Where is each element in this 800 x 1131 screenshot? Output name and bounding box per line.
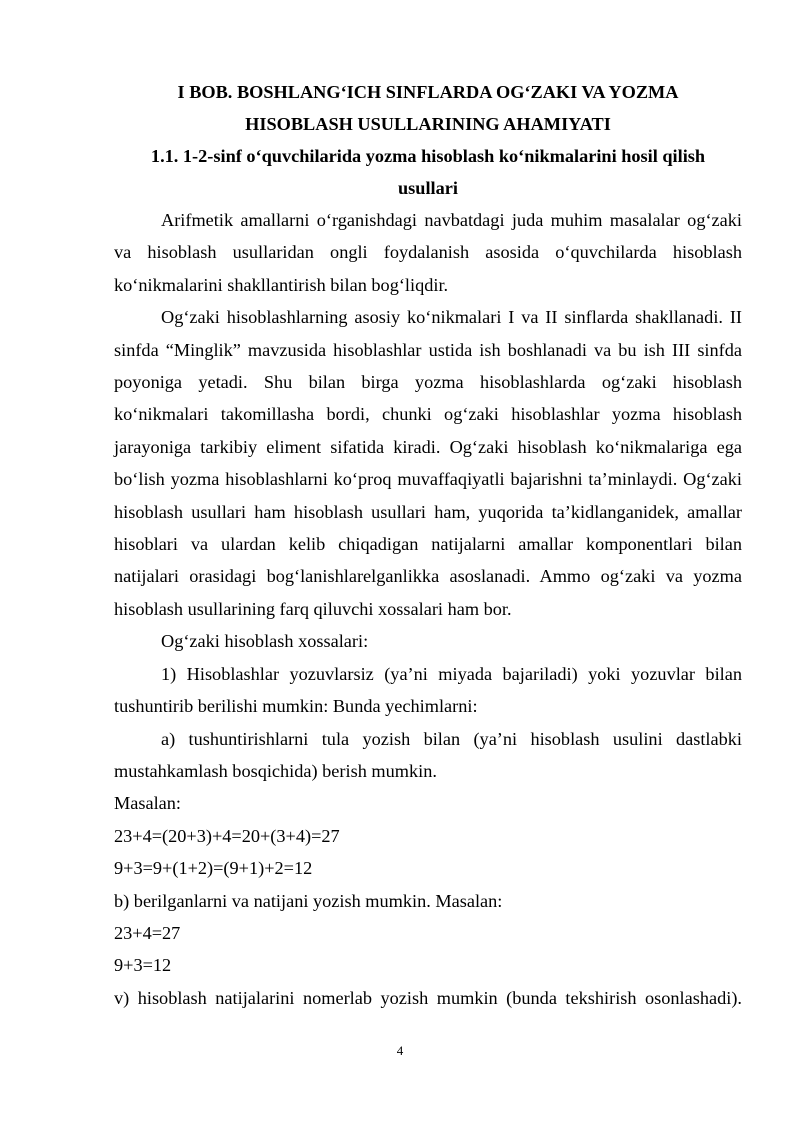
example-line: 23+4=27	[114, 922, 181, 943]
chapter-title-line1: I BOB. BOSHLANG‘ICH SINFLARDA OG‘ZAKI VA YOZMA	[177, 82, 679, 102]
paragraph-3: Og‘zaki hisoblash xossalari:	[161, 631, 369, 652]
paragraph-4: 1) Hisoblashlar yozuvlarsiz (ya’ni miyada bajariladi) yoki yozuvlar bilan tushuntirib berilishi mumkin: Bunda yechimlarni:	[114, 663, 742, 717]
list-item-b: b) berilganlarni va natijani yozish mumkin. Masalan:	[114, 890, 503, 911]
page-content	[114, 76, 742, 1014]
paragraph-5: a) tushuntirishlarni tula yozish bilan (ya’ni hisoblash usulini dastlabki mustahkamlash bosqichida) berish mumkin.	[114, 728, 742, 781]
paragraph-2: Og‘zaki hisoblashlarning asosiy ko‘nikmalari I va II sinflarda shakllanadi. II sinfda “Minglik” mavzusida hisoblashlar ustida ish boshlanadi va bu ish III sinfda poyoniga yetadi. Shu bilan birga yozma hisoblashlarda og‘zaki hisoblash ko‘nikmalari takomillasha bordi, chunki og‘zaki hisoblashlar yozma hisoblash jarayoniga tarkibiy eliment sifatida kiradi. Og‘zaki hisoblash ko‘nikmalariga ega bo‘lish yozma hisoblashlarni ko‘proq muvaffaqiyatli bajarishni ta’minlaydi. Og‘zaki hisoblash usullari ham hisoblash usullari ham, yuqorida ta’kidlanganidek, amallar hisoblari va ulardan kelib chiqadigan natijalarni amallar komponentlari bilan natijalari orasidagi bog‘lanishlarelganlikka asoslanadi. Ammo og‘zaki va yozma hisoblash usullarining farq qiluvchi xossalari ham bor.	[114, 307, 742, 619]
example-label: Masalan:	[114, 793, 182, 814]
example-line: 23+4=(20+3)+4=20+(3+4)=27	[114, 825, 340, 846]
example-line: 9+3=9+(1+2)=(9+1)+2=12	[114, 858, 313, 879]
section-title-line1: 1.1. 1-2-sinf o‘quvchilarida yozma hisoblash ko‘nikmalarini hosil qilish	[150, 146, 706, 166]
page-number: 4	[396, 1043, 404, 1058]
paragraph-1: Arifmetik amallarni o‘rganishdagi navbatdagi juda muhim masalalar og‘zaki va hisoblash usullaridan ongli foydalanish asosida o‘quvchilarda hisoblash ko‘nikmalarini shakllantirish bilan bog‘liqdir.	[114, 210, 742, 295]
list-item-v: v) hisoblash natijalarini nomerlab yozish mumkin (bunda tekshirish osonlashadi).	[114, 987, 742, 1008]
chapter-title-line2: HISOBLASH USULLARINING AHAMIYATI	[245, 114, 611, 134]
example-line: 9+3=12	[114, 955, 172, 976]
section-title-line2: usullari	[398, 178, 458, 198]
